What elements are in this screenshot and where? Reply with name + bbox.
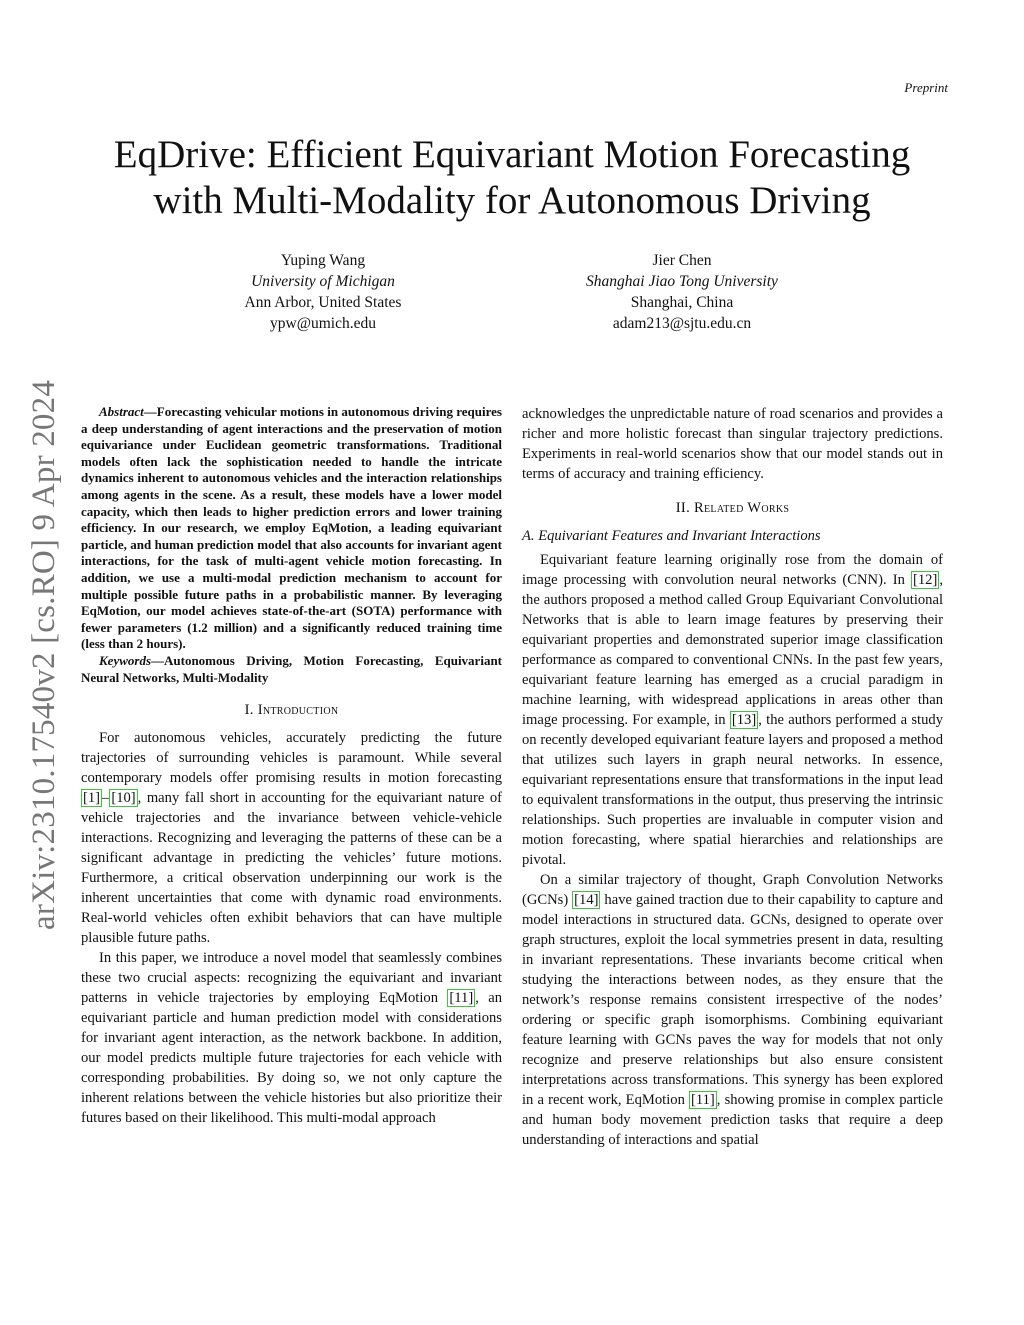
author-affiliation: Shanghai Jiao Tong University bbox=[586, 273, 778, 290]
citation-link[interactable]: [11] bbox=[691, 1092, 715, 1108]
citation-link[interactable]: [10] bbox=[111, 790, 136, 807]
text-run: Equivariant feature learning originally rose from the domain of image processing with convolution neural networks (CNN). In bbox=[522, 552, 943, 588]
author-block-2 bbox=[532, 250, 832, 334]
author-name: Jier Chen bbox=[652, 252, 712, 269]
text-run: , the authors performed a study on recently developed equivariant feature layers and proposed a method that utilizes such layers in graph neural networks. In essence, equivariant representations ensure that transformations in the input lead to equivalent transformations in the output, thus preserving the intrinsic relationships. Such properties are invaluable in computer vision and motion forecasting, where spatial hierarchies and relationships are pivotal. bbox=[522, 712, 943, 868]
keywords-lead: Keywords bbox=[99, 652, 151, 668]
subsection-heading: A. Equivariant Features and Invariant Interactions bbox=[522, 528, 821, 544]
related-paragraph-1 bbox=[522, 550, 943, 870]
intro-paragraph-2 bbox=[81, 948, 502, 1128]
keywords-text: —Autonomous Driving, Motion Forecasting, Equivariant Neural Networks, Multi-Modality bbox=[81, 652, 502, 685]
related-paragraph-2 bbox=[522, 870, 943, 1150]
section-heading-related-works bbox=[522, 498, 943, 518]
text-run: – bbox=[102, 790, 110, 807]
section-numeral: II. bbox=[675, 500, 691, 516]
author-location: Shanghai, China bbox=[630, 294, 734, 311]
section-title: Related Works bbox=[693, 500, 790, 516]
preprint-label: Preprint bbox=[904, 80, 948, 95]
paper-title-line-1: EqDrive: Efficient Equivariant Motion Forecasting bbox=[113, 133, 911, 176]
paper-title bbox=[60, 132, 964, 224]
right-column bbox=[522, 404, 943, 1150]
author-email: adam213@sjtu.edu.cn bbox=[612, 315, 752, 332]
abstract-lead: Abstract bbox=[99, 404, 144, 419]
intro-paragraph-3: acknowledges the unpredictable nature of road scenarios and provides a richer and more holistic forecast than singular trajectory predictions. Experiments in real-world scenarios show that our model stands out in terms of accuracy and training efficiency. bbox=[522, 406, 943, 482]
citation-link[interactable]: [13] bbox=[731, 712, 757, 728]
intro-paragraph-1 bbox=[81, 728, 502, 948]
paper-title-line-2: with Multi-Modality for Autonomous Driving bbox=[153, 179, 871, 222]
author-name: Yuping Wang bbox=[280, 252, 366, 269]
text-run: , the authors proposed a method called Group Equivariant Convolutional Networks that is able to learn image features by preserving their equivariant properties and demonstrated superior image classification performance as compared to conventional CNNs. In the past few years, equivariant feature learning has emerged as a crucial paradigm in machine learning, with widespread applications in areas other than image processing. For example, in bbox=[522, 572, 943, 728]
keywords-paragraph bbox=[81, 653, 502, 686]
abstract-paragraph bbox=[81, 404, 502, 653]
text-run: In this paper, we introduce a novel model that seamlessly combines these two crucial aspects: recognizing the equivariant and invariant patterns in vehicle trajectories by employing EqMotion bbox=[81, 950, 502, 1007]
text-run: , an equivariant particle and human prediction model with considerations for invariant agent interaction, as the network backbone. In addition, our model predicts multiple future trajectories for each vehicle with corresponding probabilities. By doing so, we not only capture the inherent relations between the vehicle histories but also prioritize their futures based on their likelihood. This multi-modal approach bbox=[81, 990, 502, 1127]
author-location: Ann Arbor, United States bbox=[244, 294, 402, 311]
left-column bbox=[81, 404, 502, 1128]
citation-link[interactable]: [11] bbox=[449, 990, 474, 1007]
text-run: For autonomous vehicles, accurately predicting the future trajectories of surrounding vehicles is paramount. While several contemporary models offer promising results in motion forecasting bbox=[81, 730, 502, 787]
section-heading-introduction bbox=[81, 700, 502, 720]
abstract-text: —Forecasting vehicular motions in autonomous driving requires a deep understanding of agent interactions and the preservation of motion equivariance under Euclidean geometric transformations. Traditional models often lack the sophistication needed to handle the intricate dynamics inherent to autonomous vehicles and the interaction relationships among agents in the scene. As a result, these models have a lower model capacity, which then leads to higher prediction errors and lower training efficiency. In our research, we employ EqMotion, a leading equivariant particle, and human prediction model that also accounts for invariant agent interactions, for the task of multi-agent vehicle motion forecasting. In addition, we use a multi-modal prediction mechanism to account for multiple possible future paths in a probabilistic manner. By leveraging EqMotion, our model achieves state-of-the-art (SOTA) performance with fewer parameters (1.2 million) and a significantly reduced training time (less than 2 hours). bbox=[81, 404, 502, 652]
section-numeral: I. bbox=[244, 702, 254, 719]
text-run: On a similar trajectory of thought, Graph Convolution Networks (GCNs) bbox=[522, 872, 943, 908]
section-title: Introduction bbox=[257, 702, 339, 719]
author-email: ypw@umich.edu bbox=[270, 315, 376, 332]
author-affiliation: University of Michigan bbox=[251, 273, 395, 290]
citation-link[interactable]: [14] bbox=[574, 892, 599, 908]
text-run: , many fall short in accounting for the equivariant nature of vehicle trajectories and the invariance between vehicle-vehicle interactions. Recognizing and leveraging the patterns of these can be a significant advantage in predicting the vehicles’ future motions. Furthermore, a critical observation underpinning our work is the inherent uncertainties that come with dynamic road environments. Real-world vehicles often exhibit behaviors that can have multiple plausible future paths. bbox=[81, 790, 502, 947]
citation-link[interactable]: [12] bbox=[913, 572, 938, 588]
arxiv-stamp: arXiv:2310.17540v2 [cs.RO] 9 Apr 2024 bbox=[26, 379, 62, 930]
text-run: , showing promise in complex particle and human body movement prediction tasks that require a deep understanding of interactions and spatial bbox=[522, 1092, 943, 1148]
author-block-1 bbox=[173, 250, 473, 334]
citation-link[interactable]: [1] bbox=[83, 790, 101, 807]
text-run: have gained traction due to their capability to capture and model interactions in structured data. GCNs, designed to operate over graph structures, exploit the local symmetries present in data, resulting in invariant representations. These invariants become critical when studying the interactions between nodes, as they ensure that the network’s response remains consistent irrespective of the nodes’ ordering or specific graph isomorphisms. Combining equivariant feature learning with GCNs paves the way for models that not only recognize and preserve relationships but also ensure consistent interpretations across transformations. This synergy has been explored in a recent work, EqMotion bbox=[522, 892, 943, 1108]
abstract bbox=[81, 404, 502, 686]
